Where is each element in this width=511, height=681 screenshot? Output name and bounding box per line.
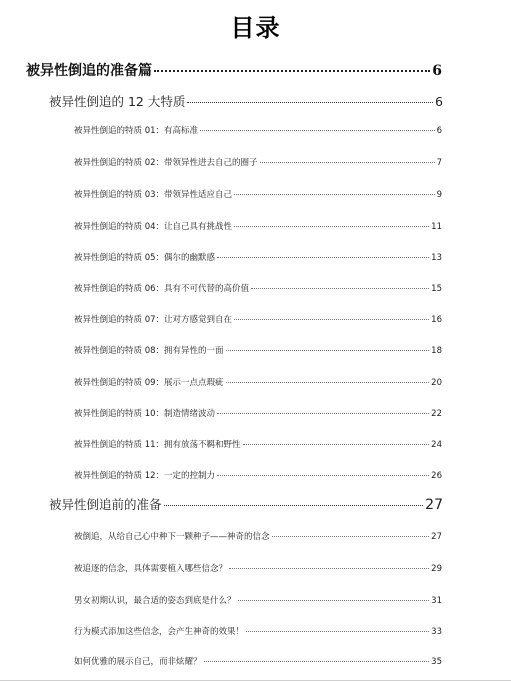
toc-subentry[interactable] [74,562,442,574]
toc-entry-page: 31 [431,596,442,606]
toc-entry-page: 6 [435,94,443,109]
toc-entry-label: 被异性倒追的特质 10：制造情绪波动 [74,409,216,419]
dot-leader [217,475,429,476]
toc-subentry[interactable] [74,376,442,388]
toc-entry-page: 7 [436,158,442,168]
toc-entry-label: 被异性倒追的特质 06：具有不可代替的高价值 [74,284,250,294]
toc-entry-page: 22 [431,409,442,419]
toc-entry-label: 男女初期认识，最合适的姿态到底是什么？ [74,596,236,606]
toc-title: 目录 [230,14,281,42]
toc-subentry[interactable] [74,313,442,325]
toc-entry-label: 被倒追，从给自己心中种下一颗种子——神奇的信念 [74,532,270,542]
toc-entry-label: 被异性倒追的特质 09：展示一点点瑕疵 [74,378,224,388]
toc-entry-page: 33 [431,627,442,637]
toc-entry-label: 被异性倒追的特质 07：让对方感觉到自在 [74,315,233,325]
dot-leader [226,350,430,351]
toc-subentry[interactable] [74,469,442,481]
toc-entry-page: 11 [431,222,442,232]
toc-subentry[interactable] [74,344,442,356]
toc-entry-page: 20 [431,378,442,388]
toc-entry-label: 如何优雅的展示自己，而非炫耀？ [74,657,202,667]
dot-leader [217,257,429,258]
dot-leader [204,661,430,662]
toc-subentry[interactable] [74,530,442,542]
dot-leader [260,162,435,163]
dot-leader [238,600,430,601]
dot-leader [272,536,430,537]
toc-subentry[interactable] [74,251,442,263]
dot-leader [200,130,435,131]
toc-entry-page: 9 [436,190,442,200]
toc-entry-page: 27 [425,497,443,513]
dot-leader [217,413,429,414]
toc-section-entry[interactable] [49,92,443,110]
dot-leader [234,194,435,195]
toc-entry-page: 6 [432,63,442,79]
toc-entry-label: 被异性倒追的 12 大特质 [49,94,186,109]
toc-entry-page: 35 [431,657,442,667]
toc-entry-label: 被异性倒追的特质 01：有高标准 [74,126,199,136]
toc-entry-label: 被异性倒追的特质 02：带领异性进去自己的圈子 [74,158,258,168]
dot-leader [246,631,429,632]
toc-part-entry[interactable] [26,60,442,80]
dot-leader [234,226,429,227]
dot-leader [164,505,424,506]
toc-entry-page: 15 [431,284,442,294]
toc-entry-label: 行为模式添加这些信念，会产生神奇的效果！ [74,627,245,637]
toc-subentry[interactable] [74,625,442,637]
dot-leader [229,568,429,569]
toc-entry-page: 26 [431,471,442,481]
toc-entry-label: 被异性倒追的特质 03：带领异性适应自己 [74,190,233,200]
toc-subentry[interactable] [74,282,442,294]
toc-entry-page: 27 [431,532,442,542]
toc-entry-label: 被异性倒追的特质 08：拥有异性的一面 [74,346,224,356]
dot-leader [243,444,430,445]
dot-leader [154,70,430,72]
toc-entry-page: 6 [436,126,442,136]
toc-entry-label: 被异性倒追的特质 04：让自己具有挑战性 [74,222,233,232]
toc-subentry[interactable] [74,188,442,200]
toc-section-entry[interactable] [49,495,443,513]
toc-subentry[interactable] [74,220,442,232]
dot-leader [234,319,429,320]
toc-entry-page: 24 [431,440,442,450]
dot-leader [187,102,433,103]
toc-entry-label: 被异性倒追前的准备 [49,497,162,512]
toc-entry-page: 18 [431,346,442,356]
toc-entry-label: 被追逐的信念，具体需要植入哪些信念？ [74,564,228,574]
toc-entry-page: 29 [431,564,442,574]
toc-subentry[interactable] [74,156,442,168]
toc-subentry[interactable] [74,594,442,606]
dot-leader [226,382,430,383]
dot-leader [251,288,429,289]
toc-entry-label: 被异性倒追的特质 11：拥有放荡不羁和野性 [74,440,241,450]
toc-entry-label: 被异性倒追的特质 05：偶尔的幽默感 [74,253,216,263]
toc-entry-page: 16 [431,315,442,325]
toc-entry-label: 被异性倒追的特质 12：一定的控制力 [74,471,216,481]
toc-subentry[interactable] [74,655,442,667]
toc-subentry[interactable] [74,407,442,419]
toc-subentry[interactable] [74,438,442,450]
toc-subentry[interactable] [74,124,442,136]
toc-entry-page: 13 [431,253,442,263]
toc-entry-label: 被异性倒追的准备篇 [26,63,152,79]
